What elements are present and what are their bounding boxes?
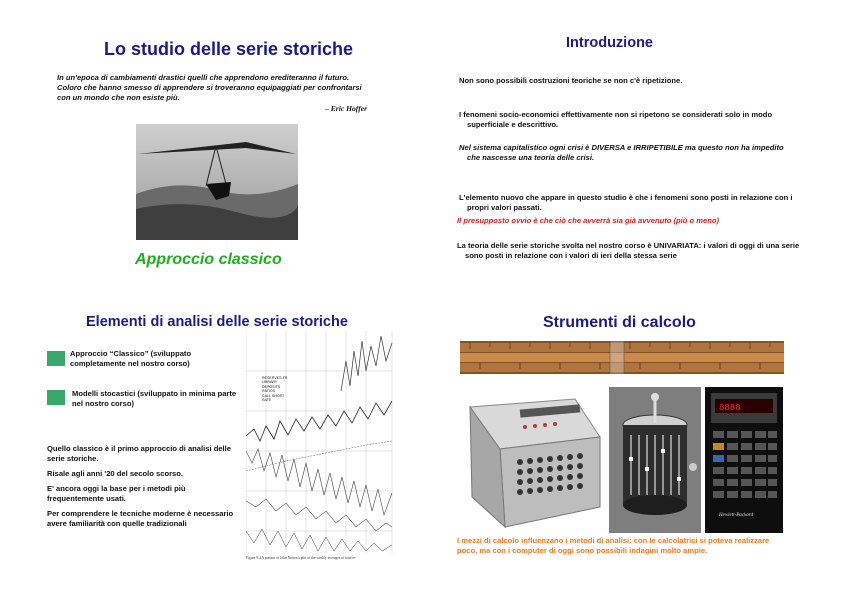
- slide2-p5: Il presupposto ovvio è che ciò che avverrà sia già avvenuto (più o meno): [457, 216, 720, 225]
- slide2-p6: La teoria delle serie storiche svolta nel nostro corso è UNIVARIATA: i valori di oggi di una serie sono posti in relazione con i valori di ieri della stessa serie: [457, 241, 800, 260]
- slide3-p1: Quello classico è il primo approccio di analisi delle serie storiche.: [47, 444, 231, 463]
- hang-glider-photo: [136, 124, 298, 240]
- slide2-p4: L'elemento nuovo che appare in questo studio è che i fenomeni sono posti in relazione con i propri valori passati.: [459, 193, 793, 212]
- time-series-figure: [246, 331, 394, 563]
- slide4-title: Strumenti di calcolo: [543, 314, 696, 331]
- slide3-p3: E' ancora oggi la base per i metodi più frequentemente usati.: [47, 484, 186, 503]
- mechanical-calculator-image: [460, 387, 605, 533]
- legend-entry: RATE: [262, 398, 272, 403]
- slide1-quote-author: – Eric Hoffer: [325, 104, 368, 113]
- slide3-p2: Risale agli anni '20 del secolo scorso.: [47, 469, 184, 478]
- figure-caption: Figure 9.4 A portion of John Norton's plot of the weekly averages of total re-: [246, 556, 357, 560]
- hp-brand-logo: Hewlett-Packard: [719, 513, 753, 518]
- curta-calculator-image: [609, 387, 701, 533]
- slide2-p2: I fenomeni socio-economici effettivamente non si ripetono se considerati solo in modo superficiale e descrittivo.: [459, 110, 773, 129]
- legend-entry: LIBRARY: [262, 380, 278, 385]
- classic-approach-square: [47, 351, 65, 366]
- slide1-subtitle: Approccio classico: [135, 251, 282, 268]
- legend-entry: CALL SHORT: [262, 393, 285, 398]
- svg-text:8888: 8888: [719, 403, 741, 413]
- legend-entry: RATIOS: [262, 389, 276, 394]
- slide3-p4: Per comprendere le tecniche moderne è necessario avere familiarità con quelle tradizionali: [47, 509, 234, 528]
- slide2-title: Introduzione: [566, 35, 653, 51]
- figure-legend: [262, 376, 288, 402]
- slide1-quote: In un'epoca di cambiamenti drastici quelli che apprendono erediteranno il futuro. Coloro che hanno smesso di apprendere si troveranno equipaggiati per confrontarsi con un mondo che non esiste più.: [57, 73, 362, 102]
- slide4-caption: I mezzi di calcolo influenzano i metodi di analisi: con le calcolatrici si poteva realizzare poco, ma con i computer di oggi sono possibili indagini molto ampie.: [457, 536, 770, 555]
- slide3-item1: Approccio “Classico” (sviluppato completamente nel nostro corso): [70, 349, 192, 368]
- slide3-title: Elementi di analisi delle serie storiche: [86, 314, 348, 330]
- slide-rule-image: [460, 341, 784, 374]
- hp-calculator-image: [705, 387, 783, 533]
- slide2-p3: Nel sistema capitalistico ogni crisi è DIVERSA e IRRIPETIBILE ma questo non ha impedito che nascesse una teoria delle crisi.: [459, 143, 784, 162]
- legend-entry: DEPOSITS: [262, 384, 281, 389]
- slide1-title: Lo studio delle serie storiche: [104, 39, 354, 59]
- slide2-p1: Non sono possibili costruzioni teoriche se non c'è ripetizione.: [459, 76, 683, 85]
- legend-entry: RESERVES-FR: [262, 376, 288, 380]
- slide3-item2: Modelli stocastici (sviluppato in minima parte nel nostro corso): [72, 389, 237, 408]
- stochastic-models-square: [47, 390, 65, 405]
